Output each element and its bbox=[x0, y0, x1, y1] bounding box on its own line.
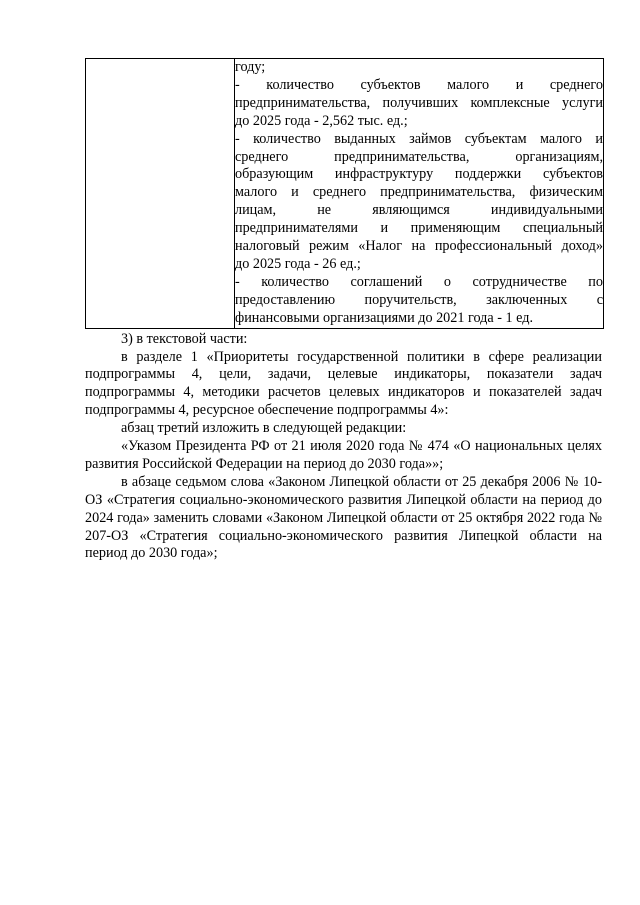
paragraph-section-header: 3) в текстовой части: bbox=[121, 330, 248, 347]
cell-text-line: - количество соглашений о сотрудничестве по bbox=[235, 273, 603, 290]
paragraph-section-reference: в разделе 1 «Приоритеты государственной политики в сфере реализации подпрограммы 4, цели, задачи, целевые индикаторы, показатели задач подпрограммы 4, методики расчетов целевых индикаторов и показателей задач подпрограммы 4, ресурсное обеспечение подпрограммы 4»: bbox=[85, 348, 602, 419]
cell-text-line: - количество выданных займов субъектам малого и bbox=[235, 130, 603, 147]
cell-text-line: предоставлению поручительств, заключенных с bbox=[235, 291, 603, 308]
paragraph-decree-quote: «Указом Президента РФ от 21 июля 2020 года № 474 «О национальных целях развития Российской Федерации на период до 2030 года»»; bbox=[85, 438, 602, 472]
cell-text-line: лицам, не являющимся индивидуальными bbox=[235, 202, 603, 219]
cell-text-line: до 2025 года - 26 ед.; bbox=[235, 255, 361, 272]
cell-text-line: предпринимательства, получивших комплексные услуги bbox=[235, 94, 603, 111]
cell-text-line: - количество субъектов малого и среднего bbox=[235, 76, 603, 93]
document-body bbox=[85, 331, 602, 564]
program-table bbox=[85, 58, 604, 329]
cell-text-line: финансовыми организациями до 2021 года - 1 ед. bbox=[235, 309, 534, 326]
cell-text-line: образующим инфраструктуру поддержки субъектов bbox=[235, 166, 603, 183]
paragraph-instruction: абзац третий изложить в следующей редакции: bbox=[121, 420, 407, 437]
cell-text-line: предпринимателями и применяющим специальный bbox=[235, 220, 603, 237]
cell-text-line: среднего предпринимательства, организациям, bbox=[235, 148, 603, 165]
cell-text-line: до 2025 года - 2,562 тыс. ед.; bbox=[235, 112, 408, 129]
cell-text-line: году; bbox=[235, 59, 266, 75]
table-cell-left-empty bbox=[86, 59, 235, 329]
cell-text-line: малого и среднего предпринимательства, физическим bbox=[235, 184, 603, 201]
table-cell-indicators bbox=[235, 59, 604, 329]
table-row bbox=[86, 59, 604, 329]
cell-text-line: налоговый режим «Налог на профессиональный доход» bbox=[235, 238, 603, 255]
paragraph-replacement: в абзаце седьмом слова «Законом Липецкой области от 25 декабря 2006 № 10-ОЗ «Стратегия социально-экономического развития Липецкой области на период до 2024 года» заменить словами «Законом Липецкой области от 25 октября 2022 года № 207-ОЗ «Стратегия социально-экономического развития Липецкой области на период до 2030 года»; bbox=[85, 473, 602, 562]
document-page bbox=[85, 58, 602, 563]
